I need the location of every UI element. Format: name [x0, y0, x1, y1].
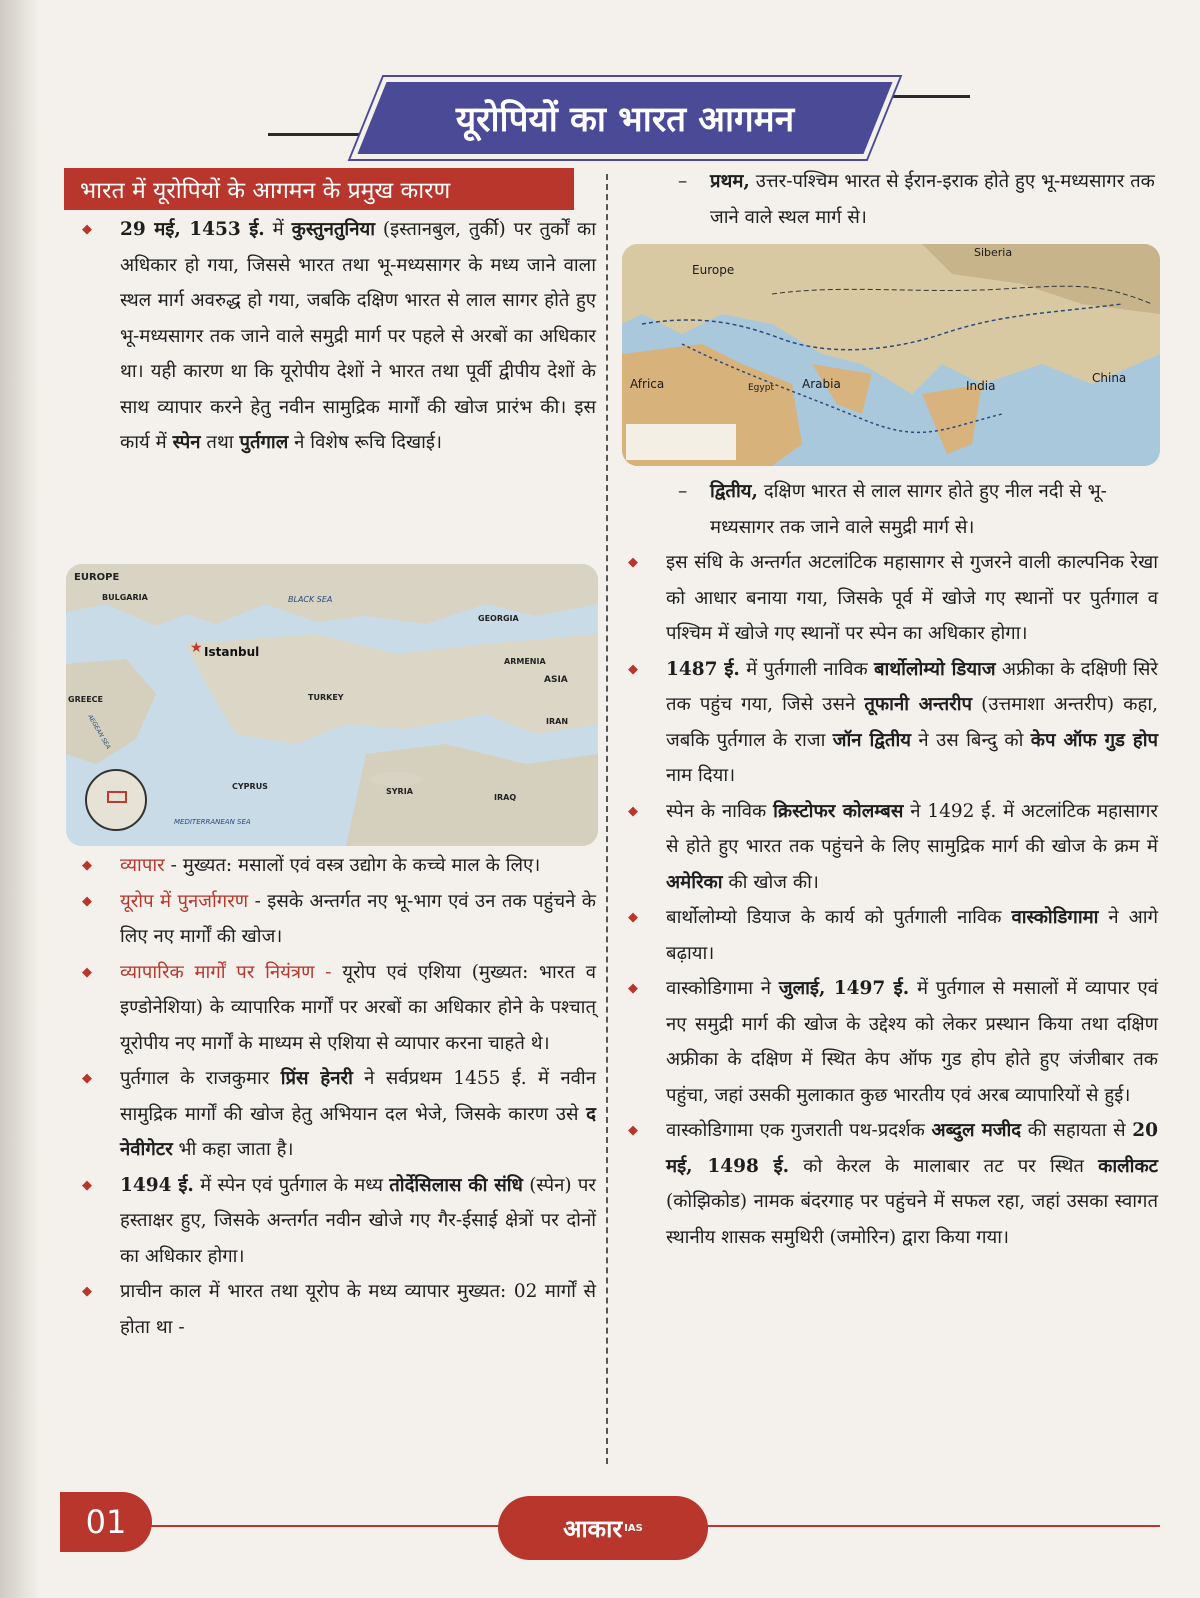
- paragraph-text: बार्थोलोम्यो डियाज के कार्य को पुर्तगाली नाविक वास्कोडिगामा ने आगे बढ़ाया।: [666, 907, 1158, 964]
- map-label: EUROPE: [74, 572, 120, 583]
- list-item: [618, 474, 1158, 545]
- bold-term: पुर्तगाल: [239, 432, 289, 453]
- bullet-diamond-icon: ◆: [628, 910, 638, 925]
- page-number: 01: [60, 1492, 152, 1552]
- list-item: [618, 971, 1158, 1113]
- map-label: India: [966, 379, 996, 393]
- map-label: Europe: [692, 263, 735, 277]
- list-item: [618, 164, 1158, 235]
- map-label: SYRIA: [386, 787, 413, 796]
- bold-term: केप ऑफ गुड होप: [1030, 729, 1159, 751]
- left-column-lower: [72, 848, 596, 1345]
- highlight-term: व्यापार: [120, 855, 165, 876]
- map-label: Egypt: [748, 383, 774, 393]
- bullet-diamond-icon: ◆: [628, 803, 638, 819]
- bullet-diamond-icon: ◆: [82, 1177, 92, 1193]
- bold-term: स्पेन: [172, 432, 201, 453]
- list-item: [72, 1061, 596, 1168]
- bold-term: जॉन द्वितीय: [832, 729, 912, 751]
- map-label: BLACK SEA: [288, 595, 333, 604]
- list-item: [618, 900, 1158, 971]
- list-item: [72, 1274, 596, 1345]
- map-label: ASIA: [544, 675, 568, 685]
- highlight-term: व्यापारिक मार्गों पर नियंत्रण -: [120, 961, 332, 983]
- list-item: [72, 1168, 596, 1275]
- bold-term: तूफानी अन्तरीप: [864, 694, 972, 715]
- map-istanbul-region: [66, 564, 598, 846]
- list-item: [72, 212, 596, 461]
- bold-term: 1494 ई.: [120, 1174, 194, 1196]
- map-label: AEGEAN SEA: [86, 713, 112, 751]
- bold-term: 1487 ई.: [666, 658, 740, 680]
- list-item: [618, 794, 1158, 901]
- logo-sub: IAS: [624, 1522, 643, 1534]
- dash-marker: –: [678, 171, 688, 192]
- section-heading: भारत में यूरोपियों के आगमन के प्रमुख कारण: [64, 168, 574, 210]
- map-label: IRAN: [546, 717, 569, 726]
- bullet-diamond-icon: ◆: [628, 1123, 638, 1138]
- bullet-diamond-icon: ◆: [82, 1284, 92, 1299]
- paragraph-text: स्पेन के नाविक क्रिस्टोफर कोलम्बस ने 1492 ई. में अटलांटिक महासागर से होते हुए भारत तक पहुंचने के लिए सामुद्रिक मार्ग की खोज के क्रम में अमेरिका की खोज की।: [666, 800, 1159, 893]
- bold-term: बार्थोलोम्यो डियाज: [873, 658, 996, 680]
- map-istanbul-svg: [66, 564, 598, 846]
- paragraph-text: द्वितीय, दक्षिण भारत से लाल सागर होते हुए नील नदी से भू-मध्यसागर तक जाने वाले समुद्री मार्ग से।: [710, 481, 1107, 538]
- bold-term: द्वितीय,: [710, 481, 758, 502]
- map-label: BULGARIA: [102, 593, 148, 602]
- bold-term: प्रथम,: [710, 171, 750, 192]
- page-edge-shadow: [0, 0, 40, 1598]
- map-label: MEDITERRANEAN SEA: [174, 818, 251, 826]
- bold-term: कुस्तुनतुनिया: [291, 219, 375, 240]
- bold-term: 20 मई, 1498 ई.: [666, 1120, 1159, 1177]
- map-label: CYPRUS: [232, 782, 268, 791]
- map-label: GREECE: [68, 695, 103, 704]
- bullet-diamond-icon: ◆: [82, 858, 92, 873]
- bold-term: अमेरिका: [666, 871, 723, 893]
- paragraph-text: 29 मई, 1453 ई. में कुस्तुनतुनिया (इस्तानबुल, तुर्की) पर तुर्कों का अधिकार हो गया, जिससे भारत तथा भू-मध्यसागर के मध्य जाने वाला स्थल मार्ग अवरुद्ध हो गया, जबकि दक्षिण भारत से लाल सागर होते हुए भू-मध्यसागर तक जाने वाले समुद्री मार्ग पर पहले से अरबों का अधिकार था। यही कारण था कि यूरोपीय देशों ने भारत तथा पूर्वी द्वीपीय देशों के साथ व्यापार करने हेतु नवीन सामुद्रिक मार्गों की खोज प्रारंभ की। इस कार्य में स्पेन तथा पुर्तगाल ने विशेष रूचि दिखाई।: [120, 219, 597, 453]
- left-column: [72, 212, 596, 461]
- paragraph-text: प्राचीन काल में भारत तथा यूरोप के मध्य व्यापार मुख्यत: 02 मार्गों से होता था -: [120, 1281, 596, 1338]
- map-trade-routes: [622, 244, 1160, 466]
- list-item: [618, 1113, 1158, 1255]
- map-label: GEORGIA: [478, 614, 519, 623]
- paragraph-text: व्यापार - मुख्यत: मसालों एवं वस्त्र उद्योग के कच्चे माल के लिए।: [120, 855, 541, 876]
- bold-term: द नेवीगेटर: [120, 1103, 596, 1160]
- map-label: Istanbul: [204, 645, 260, 659]
- list-item: [72, 884, 596, 955]
- bullet-diamond-icon: ◆: [628, 981, 638, 996]
- list-item: [618, 545, 1158, 652]
- paragraph-text: वास्कोडिगामा एक गुजराती पथ-प्रदर्शक अब्दुल मजीद की सहायता से 20 मई, 1498 ई. को केरल के मालाबार तट पर स्थित कालीकट (कोझिकोड) नामक बंदरगाह पर पहुंचने में सफल रहा, जहां उसका स्वागत स्थानीय शासक समुथिरी (जमोरिन) द्वारा किया गया।: [666, 1120, 1159, 1248]
- bullet-diamond-icon: ◆: [628, 555, 638, 570]
- map-label: TURKEY: [308, 693, 344, 702]
- publisher-logo: [498, 1496, 708, 1560]
- bold-term: वास्कोडिगामा: [1011, 907, 1099, 928]
- dash-marker: –: [678, 481, 688, 502]
- paragraph-text: 1487 ई. में पुर्तगाली नाविक बार्थोलोम्यो डियाज अफ्रीका के दक्षिणी सिरे तक पहुंच गया, जिसे उसने तूफानी अन्तरीप (उत्तमाशा अन्तरीप) कहा, जबकि पुर्तगाल के राजा जॉन द्वितीय ने उस बिन्दु को केप ऑफ गुड होप नाम दिया।: [666, 658, 1159, 786]
- map-label: China: [1092, 371, 1127, 385]
- list-item: [72, 848, 596, 884]
- bullet-diamond-icon: ◆: [82, 1071, 92, 1086]
- map-label: Siberia: [974, 246, 1013, 259]
- page-title: यूरोपियों का भारत आगमन: [455, 98, 795, 140]
- paragraph-text: व्यापारिक मार्गों पर नियंत्रण - यूरोप एवं एशिया (मुख्यत: भारत व इण्डोनेशिया) के व्यापारिक मार्गों पर अरबों का अधिकार होने के पश्चात् यूरोपीय नए मार्गों के माध्यम से एशिया से व्यापार करना चाहते थे।: [120, 961, 596, 1054]
- right-column-lower: [618, 474, 1158, 1255]
- bullet-diamond-icon: ◆: [82, 893, 92, 909]
- highlight-term: यूरोप में पुनर्जागरण: [120, 890, 249, 912]
- bold-term: तोर्देसिलास की संधि: [389, 1174, 523, 1196]
- bullet-diamond-icon: ◆: [82, 222, 92, 237]
- paragraph-text: पुर्तगाल के राजकुमार प्रिंस हेनरी ने सर्वप्रथम 1455 ई. में नवीन सामुद्रिक मार्गों की खोज हेतु अभियान दल भेजे, जिसके कारण उसे द नेवीगेटर भी कहा जाता है।: [120, 1068, 596, 1160]
- map-trade-routes-svg: [622, 244, 1160, 466]
- bold-term: जुलाई, 1497 ई.: [778, 978, 910, 999]
- paragraph-text: इस संधि के अन्तर्गत अटलांटिक महासागर से गुजरने वाली काल्पनिक रेखा को आधार बनाया गया, जिसके पूर्व में खोजे गए स्थानों पर पुर्तगाल व पश्चिम में खोजे गए स्थानों पर स्पेन का अधिकार होगा।: [666, 552, 1158, 644]
- paragraph-text: प्रथम, उत्तर-पश्चिम भारत से ईरान-इराक होते हुए भू-मध्यसागर तक जाने वाले स्थल मार्ग से।: [710, 171, 1155, 228]
- bold-term: अब्दुल मजीद: [931, 1120, 1022, 1141]
- star-icon: ★: [190, 640, 203, 656]
- right-column-top: [618, 164, 1158, 235]
- paragraph-text: वास्कोडिगामा ने जुलाई, 1497 ई. में पुर्तगाल से मसालों में व्यापार एवं नए समुद्री मार्ग की खोज के उद्देश्य को लेकर प्रस्थान किया तथा दक्षिण अफ्रीका के दक्षिण में स्थित केप ऑफ गुड होप होते हुए जंजीबार तक पहुंचा, जहां उसकी मुलाकात कुछ भारतीय एवं अरब व्यापारियों से हुई।: [666, 978, 1158, 1106]
- list-item: [618, 652, 1158, 794]
- logo-text: आकार: [563, 1513, 623, 1543]
- bullet-diamond-icon: ◆: [628, 661, 638, 677]
- paragraph-text: 1494 ई. में स्पेन एवं पुर्तगाल के मध्य तोर्देसिलास की संधि (स्पेन) पर हस्ताक्षर हुए, जिसके अन्तर्गत नवीन खोजे गए गैर-ईसाई क्षेत्रों पर दोनों का अधिकार होगा।: [120, 1174, 596, 1267]
- bold-term: क्रिस्टोफर कोलम्बस: [773, 800, 904, 822]
- bullet-diamond-icon: ◆: [82, 964, 92, 980]
- map-label: Arabia: [802, 377, 841, 391]
- column-divider: [606, 174, 608, 1464]
- bold-term: प्रिंस हेनरी: [280, 1068, 353, 1089]
- map-label: IRAQ: [494, 793, 517, 802]
- bold-term: कालीकट: [1098, 1155, 1159, 1177]
- map-label: Africa: [630, 377, 665, 391]
- paragraph-text: यूरोप में पुनर्जागरण - इसके अन्तर्गत नए भू-भाग एवं उन तक पहुंचने के लिए नए मार्गों की खोज।: [120, 890, 597, 947]
- list-item: [72, 955, 596, 1062]
- bold-term: 29 मई, 1453 ई.: [120, 219, 265, 240]
- map-label: ARMENIA: [504, 657, 546, 666]
